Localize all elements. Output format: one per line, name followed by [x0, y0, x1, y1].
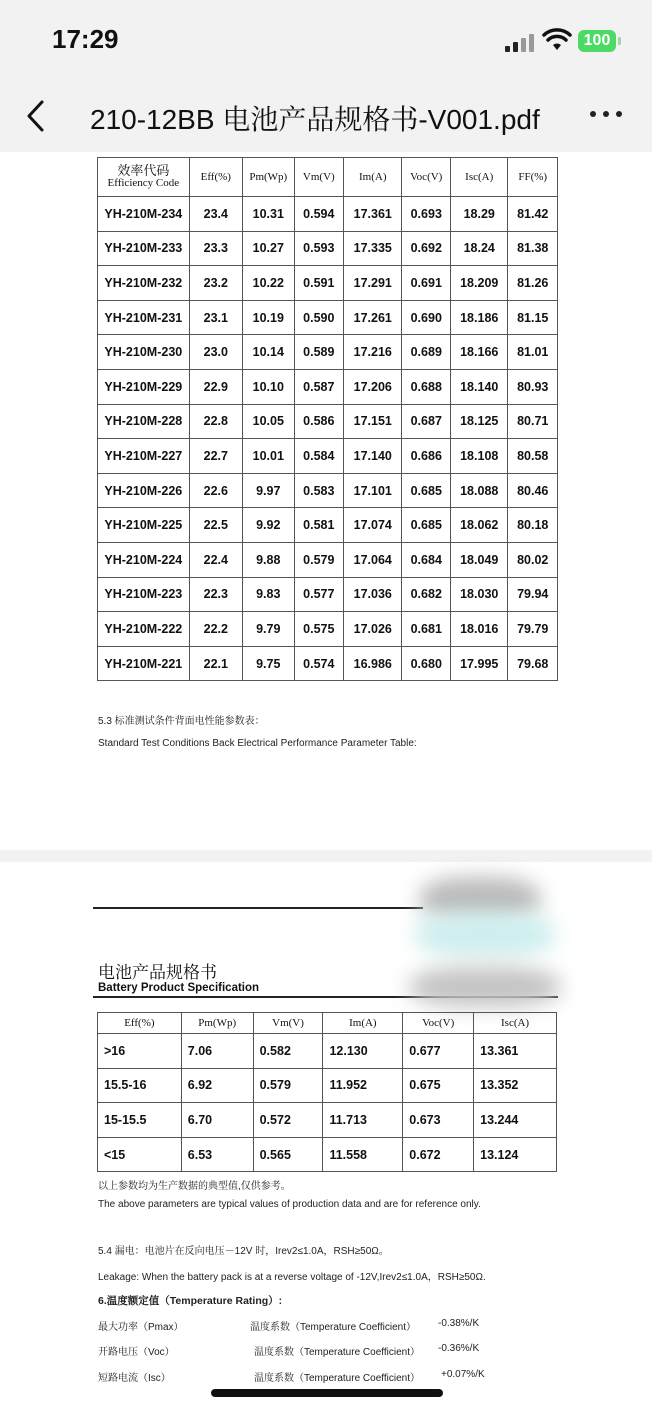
- table-cell: 79.79: [508, 612, 558, 647]
- table-cell: 22.5: [189, 508, 242, 543]
- header-col: Pm(Wp): [242, 158, 294, 197]
- table-cell: 10.01: [242, 439, 294, 474]
- table-cell: 80.18: [508, 508, 558, 543]
- table-cell: 0.584: [294, 439, 343, 474]
- header-col: FF(%): [508, 158, 558, 197]
- table-cell: 0.682: [402, 577, 451, 612]
- wifi-icon: [542, 28, 572, 52]
- table-row: [98, 612, 558, 647]
- temp-label: 短路电流（Isc）: [98, 1373, 171, 1384]
- table-cell: 0.680: [402, 646, 451, 681]
- logo-blur: [415, 912, 555, 957]
- table-cell: 0.586: [294, 404, 343, 439]
- table-cell: 18.030: [451, 577, 508, 612]
- table-cell: 18.108: [451, 439, 508, 474]
- table-cell: 7.06: [181, 1034, 253, 1069]
- efficiency-code-cell: YH-210M-222: [98, 612, 190, 647]
- table-cell: 17.026: [344, 612, 402, 647]
- table-cell: 0.594: [294, 197, 343, 232]
- temp-value: -0.38%/K: [438, 1318, 480, 1329]
- more-options-icon[interactable]: [588, 106, 624, 122]
- table-cell: 13.124: [474, 1137, 557, 1172]
- table-row: [98, 1103, 557, 1138]
- temp-coef: 温度系数（Temperature Coefficient）: [254, 1347, 420, 1358]
- temp-coef: 温度系数（Temperature Coefficient）: [254, 1373, 420, 1384]
- table-cell: 9.97: [242, 473, 294, 508]
- table-cell: 18.088: [451, 473, 508, 508]
- table-cell: 0.675: [403, 1068, 474, 1103]
- table-cell: 80.93: [508, 369, 558, 404]
- table-cell: 81.15: [508, 300, 558, 335]
- table-cell: 6.70: [181, 1103, 253, 1138]
- temp-heading: 6.温度额定值（Temperature Rating）:: [98, 1295, 283, 1307]
- table-cell: 0.685: [402, 473, 451, 508]
- table-cell: 10.27: [242, 231, 294, 266]
- table-cell: 18.062: [451, 508, 508, 543]
- temp-value: +0.07%/K: [441, 1369, 485, 1380]
- table-cell: 23.3: [189, 231, 242, 266]
- nav-bar: [0, 80, 652, 152]
- pdf-page-1: [0, 152, 652, 850]
- status-bar: [0, 0, 652, 80]
- table-cell: 17.151: [344, 404, 402, 439]
- table-row: [98, 231, 558, 266]
- table-row: [98, 542, 558, 577]
- table-cell: 17.361: [344, 197, 402, 232]
- table-cell: 13.352: [474, 1068, 557, 1103]
- header-col: Eff(%): [189, 158, 242, 197]
- table-cell: 0.686: [402, 439, 451, 474]
- table-cell: 9.83: [242, 577, 294, 612]
- header-col: Isc(A): [451, 158, 508, 197]
- table-cell: 18.186: [451, 300, 508, 335]
- table-cell: 0.579: [253, 1068, 323, 1103]
- table-cell: 0.590: [294, 300, 343, 335]
- table-cell: 11.558: [323, 1137, 403, 1172]
- table-row: [98, 439, 558, 474]
- table-row: [98, 508, 558, 543]
- table-cell: 80.02: [508, 542, 558, 577]
- table-cell: 18.24: [451, 231, 508, 266]
- header-code: 效率代码 Efficiency Code: [98, 158, 190, 197]
- section-5-3-cn: 5.3 标准测试条件背面电性能参数表：: [98, 716, 265, 727]
- table-cell: 18.29: [451, 197, 508, 232]
- table-cell: 0.693: [402, 197, 451, 232]
- table-cell: 9.75: [242, 646, 294, 681]
- table-cell: 17.216: [344, 335, 402, 370]
- table-cell: 22.1: [189, 646, 242, 681]
- table-cell: 0.565: [253, 1137, 323, 1172]
- header-col: Pm(Wp): [181, 1013, 253, 1034]
- table-cell: 18.209: [451, 266, 508, 301]
- table-cell: 81.42: [508, 197, 558, 232]
- table-cell: 0.583: [294, 473, 343, 508]
- efficiency-code-cell: YH-210M-226: [98, 473, 190, 508]
- table-cell: 17.101: [344, 473, 402, 508]
- table-row: [98, 197, 558, 232]
- table-cell: 81.38: [508, 231, 558, 266]
- table-row: [98, 404, 558, 439]
- table-cell: 22.8: [189, 404, 242, 439]
- pdf-page-2: [0, 862, 652, 1411]
- temp-label: 最大功率（Pmax）: [98, 1322, 184, 1333]
- table-cell: 0.582: [253, 1034, 323, 1069]
- spec-title-en: Battery Product Specification: [98, 982, 260, 994]
- table-cell: 0.575: [294, 612, 343, 647]
- table-cell: 0.591: [294, 266, 343, 301]
- temp-value: -0.36%/K: [438, 1343, 480, 1354]
- table-cell: 80.58: [508, 439, 558, 474]
- table-cell: 0.587: [294, 369, 343, 404]
- header-col: Eff(%): [98, 1013, 182, 1034]
- temp-label: 开路电压（Voc）: [98, 1347, 175, 1358]
- table-cell: 22.6: [189, 473, 242, 508]
- back-chevron-icon[interactable]: [22, 98, 52, 134]
- table-row: [98, 369, 558, 404]
- table-cell: 6.53: [181, 1137, 253, 1172]
- spec-title-cn: 电池产品规格书: [98, 963, 217, 982]
- table-cell: 0.691: [402, 266, 451, 301]
- table-cell: 18.049: [451, 542, 508, 577]
- table-cell: 17.140: [344, 439, 402, 474]
- table-cell: 9.88: [242, 542, 294, 577]
- temp-coef: 温度系数（Temperature Coefficient）: [250, 1322, 416, 1333]
- table-cell: 9.79: [242, 612, 294, 647]
- battery-tip: [618, 37, 621, 45]
- header-col: Im(A): [344, 158, 402, 197]
- table-cell: 9.92: [242, 508, 294, 543]
- table-cell: 22.9: [189, 369, 242, 404]
- table-cell: 18.125: [451, 404, 508, 439]
- header-col: Vm(V): [253, 1013, 323, 1034]
- efficiency-table: [97, 157, 558, 681]
- efficiency-code-cell: YH-210M-234: [98, 197, 190, 232]
- table-cell: 0.572: [253, 1103, 323, 1138]
- table-cell: 23.4: [189, 197, 242, 232]
- battery-icon: 100: [578, 30, 616, 52]
- cellular-signal-icon: [505, 32, 535, 52]
- table-cell: 0.687: [402, 404, 451, 439]
- efficiency-code-cell: YH-210M-223: [98, 577, 190, 612]
- table-cell: 10.10: [242, 369, 294, 404]
- home-indicator[interactable]: [211, 1389, 443, 1397]
- table-cell: 10.14: [242, 335, 294, 370]
- document-title: 210-12BB 电池产品规格书-V001.pdf: [90, 104, 540, 135]
- efficiency-code-cell: YH-210M-225: [98, 508, 190, 543]
- table-cell: 0.672: [403, 1137, 474, 1172]
- efficiency-code-cell: YH-210M-230: [98, 335, 190, 370]
- table-cell: 22.4: [189, 542, 242, 577]
- table-cell: 13.244: [474, 1103, 557, 1138]
- table-cell: 0.684: [402, 542, 451, 577]
- table-cell: 0.581: [294, 508, 343, 543]
- table-cell: 18.166: [451, 335, 508, 370]
- table-cell: 0.690: [402, 300, 451, 335]
- note-en: The above parameters are typical values of production data and are for reference only.: [98, 1199, 481, 1210]
- table-cell: 0.688: [402, 369, 451, 404]
- table-cell: 23.0: [189, 335, 242, 370]
- table-cell: 17.064: [344, 542, 402, 577]
- table-cell: 0.673: [403, 1103, 474, 1138]
- table-cell: 79.94: [508, 577, 558, 612]
- status-time: 17:29: [52, 24, 119, 54]
- table-cell: 0.689: [402, 335, 451, 370]
- table-cell: 17.036: [344, 577, 402, 612]
- efficiency-code-cell: YH-210M-229: [98, 369, 190, 404]
- table-row: [98, 577, 558, 612]
- table-cell: 10.19: [242, 300, 294, 335]
- back-performance-table: [97, 1012, 557, 1172]
- table-cell: 6.92: [181, 1068, 253, 1103]
- table-cell: 22.3: [189, 577, 242, 612]
- efficiency-code-cell: YH-210M-227: [98, 439, 190, 474]
- logo-blur: [410, 967, 560, 1007]
- table-cell: 80.71: [508, 404, 558, 439]
- table-row: [98, 1137, 557, 1172]
- table-cell: 11.713: [323, 1103, 403, 1138]
- header-rule: [93, 907, 423, 909]
- table-cell: 0.593: [294, 231, 343, 266]
- table-cell: 0.577: [294, 577, 343, 612]
- table-row: [98, 335, 558, 370]
- efficiency-code-cell: YH-210M-221: [98, 646, 190, 681]
- table-cell: 79.68: [508, 646, 558, 681]
- header-col: Voc(V): [402, 158, 451, 197]
- table-cell: 17.335: [344, 231, 402, 266]
- table-cell: 10.05: [242, 404, 294, 439]
- table-cell: 0.681: [402, 612, 451, 647]
- table-cell: 12.130: [323, 1034, 403, 1069]
- table-cell: 81.26: [508, 266, 558, 301]
- table-cell: 0.677: [403, 1034, 474, 1069]
- table-cell: 18.016: [451, 612, 508, 647]
- table-cell: 18.140: [451, 369, 508, 404]
- table-cell: 23.1: [189, 300, 242, 335]
- table-cell: 22.2: [189, 612, 242, 647]
- table-cell: 0.574: [294, 646, 343, 681]
- table-cell: 17.261: [344, 300, 402, 335]
- table-cell: 17.206: [344, 369, 402, 404]
- leakage-cn: 5.4 漏电：电池片在反向电压－12V 时，Irev2≤1.0A，RSH≥50Ω。: [98, 1246, 389, 1257]
- efficiency-code-cell: YH-210M-233: [98, 231, 190, 266]
- table-cell: 10.31: [242, 197, 294, 232]
- efficiency-code-cell: YH-210M-231: [98, 300, 190, 335]
- table-cell: 0.692: [402, 231, 451, 266]
- header-col: Voc(V): [403, 1013, 474, 1034]
- table-cell: 17.074: [344, 508, 402, 543]
- table-cell: 16.986: [344, 646, 402, 681]
- table-cell: >16: [98, 1034, 182, 1069]
- table-cell: 0.579: [294, 542, 343, 577]
- leakage-en: Leakage: When the battery pack is at a reverse voltage of -12V,Irev2≤1.0A，RSH≥50Ω.: [98, 1272, 486, 1283]
- table-cell: 15-15.5: [98, 1103, 182, 1138]
- table-cell: <15: [98, 1137, 182, 1172]
- header-col: Isc(A): [474, 1013, 557, 1034]
- efficiency-code-cell: YH-210M-228: [98, 404, 190, 439]
- table-row: [98, 646, 558, 681]
- table-row: [98, 473, 558, 508]
- table-row: [98, 300, 558, 335]
- note-cn: 以上参数均为生产数据的典型值,仅供参考。: [98, 1181, 291, 1192]
- efficiency-code-cell: YH-210M-224: [98, 542, 190, 577]
- table-cell: 11.952: [323, 1068, 403, 1103]
- table-cell: 17.291: [344, 266, 402, 301]
- efficiency-code-cell: YH-210M-232: [98, 266, 190, 301]
- table-row: [98, 1034, 557, 1069]
- table-cell: 10.22: [242, 266, 294, 301]
- table-cell: 15.5-16: [98, 1068, 182, 1103]
- table-cell: 22.7: [189, 439, 242, 474]
- table-row: [98, 266, 558, 301]
- table-cell: 0.685: [402, 508, 451, 543]
- table-cell: 23.2: [189, 266, 242, 301]
- table-cell: 80.46: [508, 473, 558, 508]
- header-col: Vm(V): [294, 158, 343, 197]
- table-row: [98, 1068, 557, 1103]
- table-cell: 13.361: [474, 1034, 557, 1069]
- table-cell: 0.589: [294, 335, 343, 370]
- section-5-3-en: Standard Test Conditions Back Electrical Performance Parameter Table:: [98, 738, 417, 749]
- table-cell: 17.995: [451, 646, 508, 681]
- table-cell: 81.01: [508, 335, 558, 370]
- header-col: Im(A): [323, 1013, 403, 1034]
